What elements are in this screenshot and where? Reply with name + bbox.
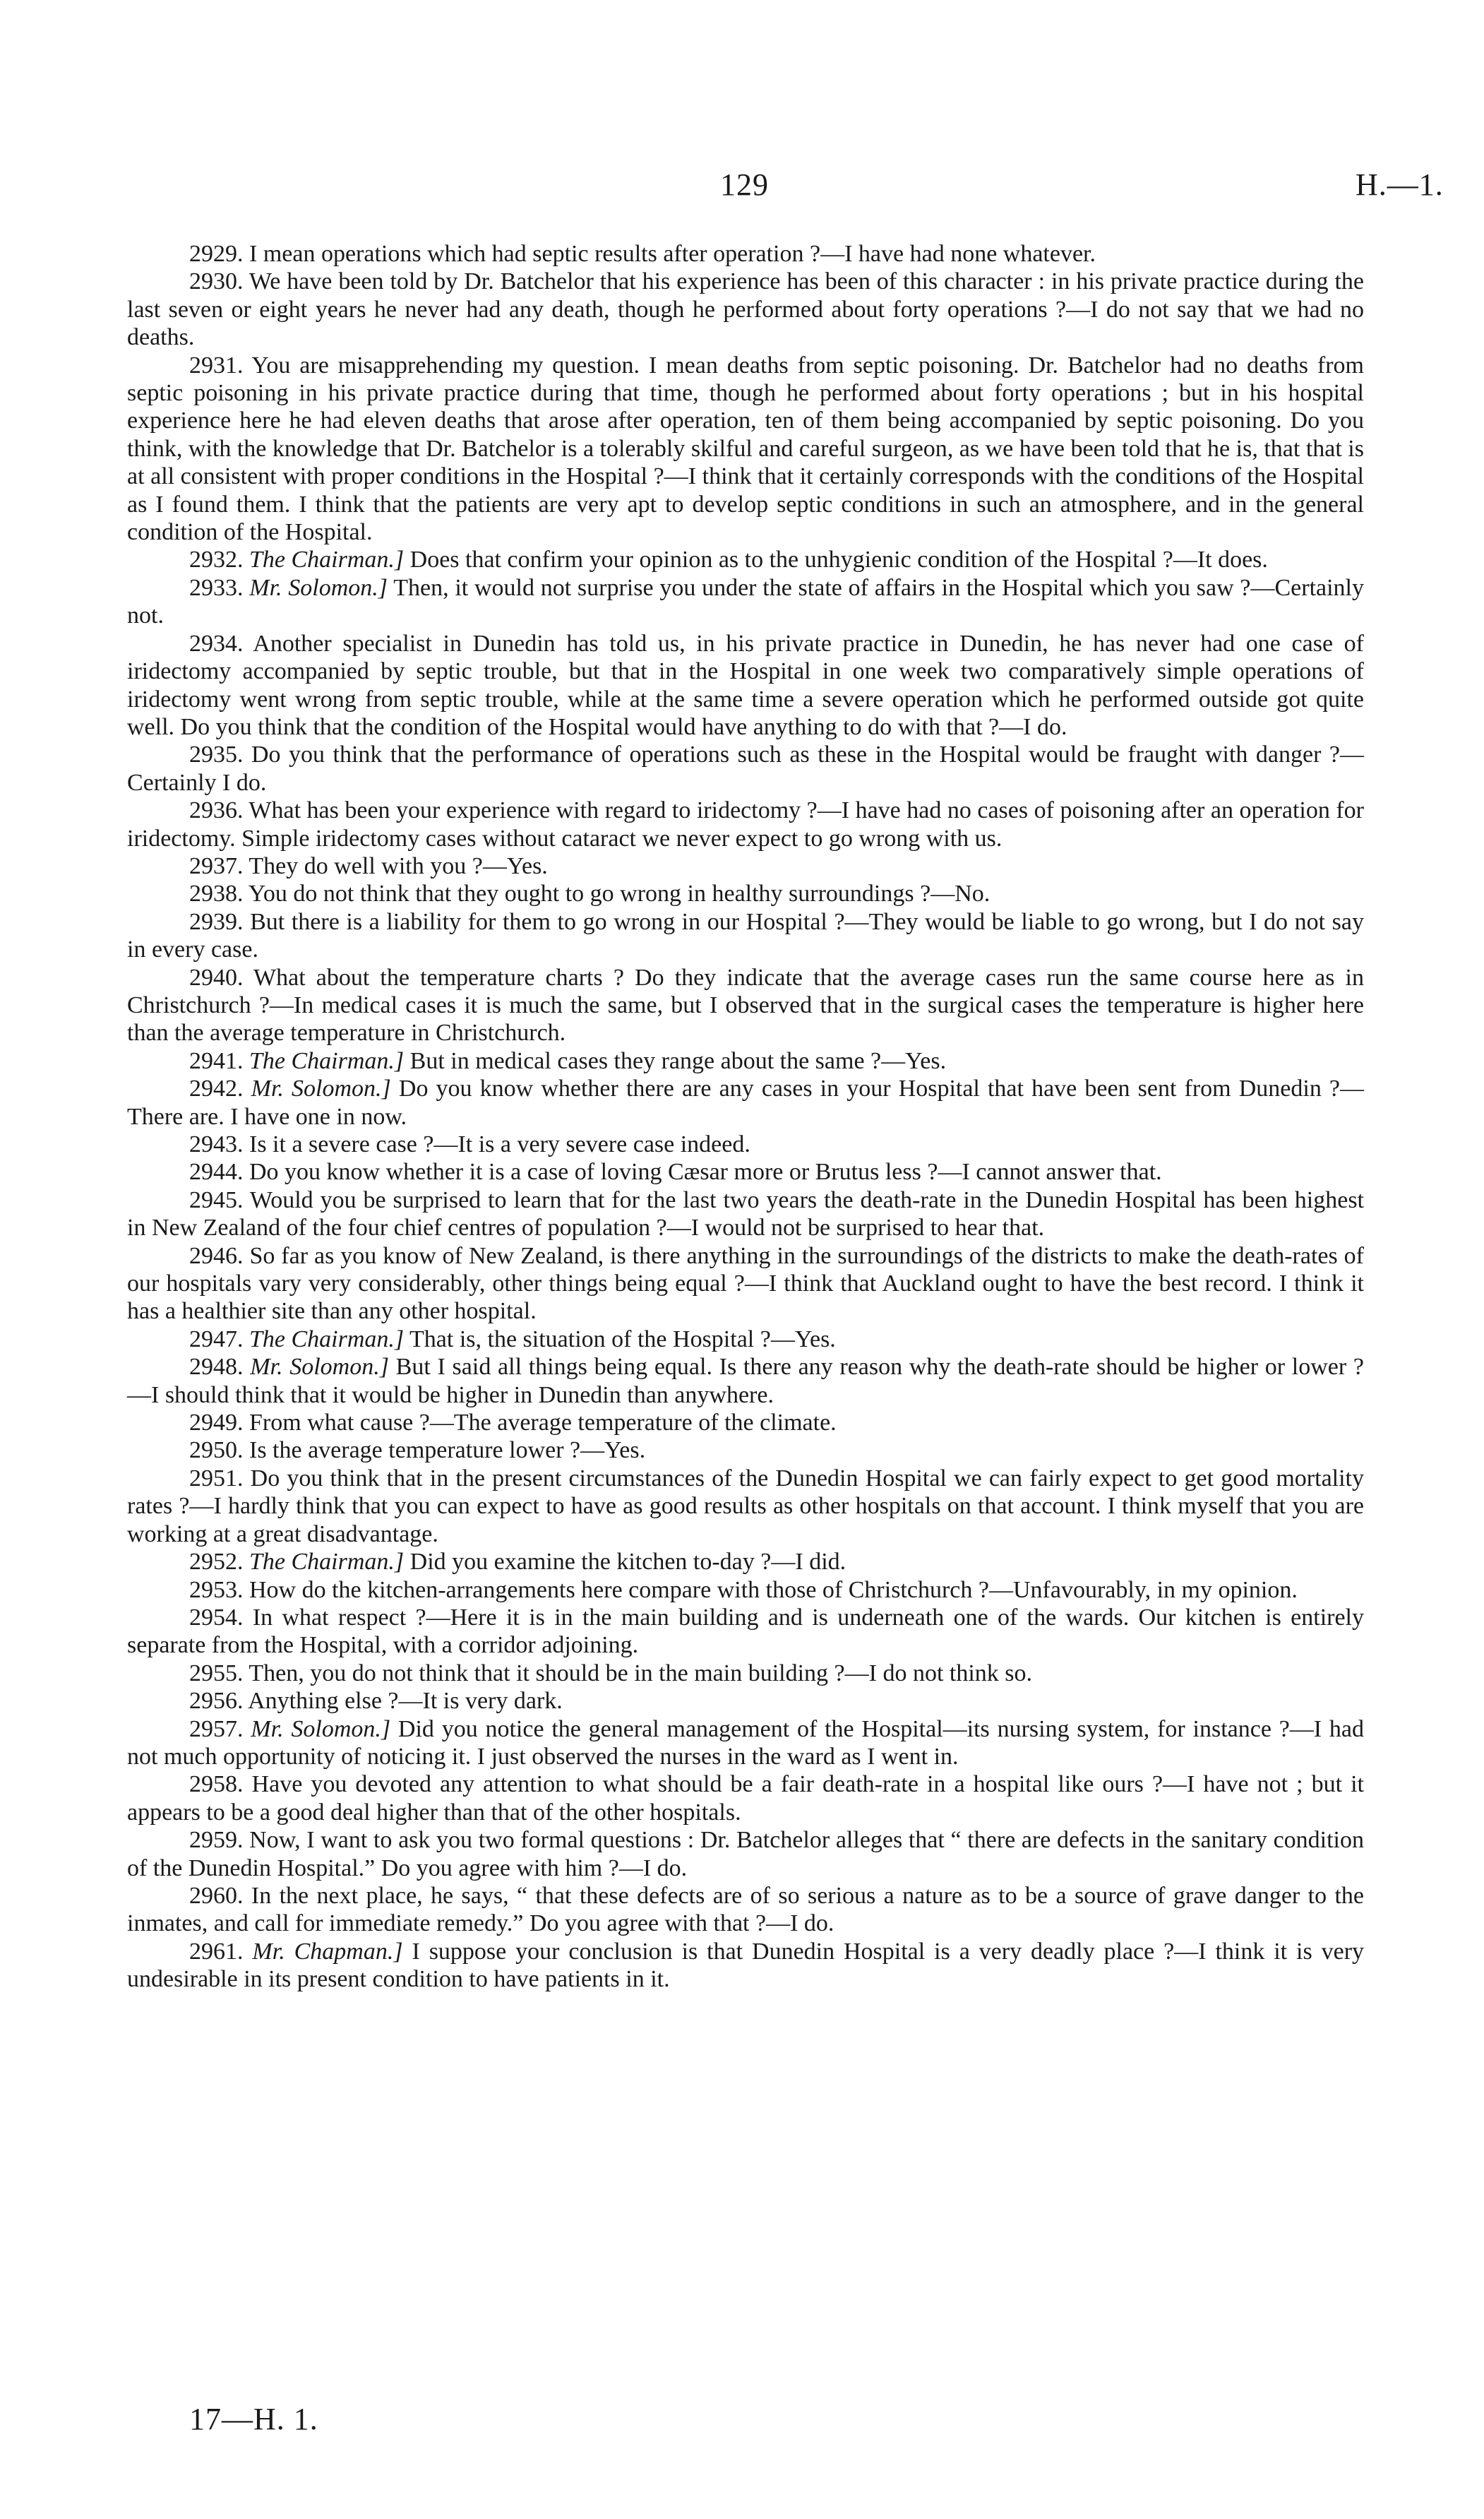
- question-number: 2952.: [189, 1549, 244, 1576]
- testimony-paragraph: [127, 1826, 1364, 1882]
- testimony-text: What about the temperature charts ? Do they indicate that the average cases run the same course here as in Christchurch ?—In medical cases it is much the same, but I observed that in the surgical cases the temperature is higher here than the average temperature in Christchurch.: [127, 964, 1364, 1047]
- question-number: 2929.: [189, 241, 244, 267]
- testimony-text: Is it a severe case ?—It is a very severe case indeed.: [249, 1131, 750, 1157]
- testimony-text: You do not think that they ought to go wrong in healthy surroundings ?—No.: [248, 881, 991, 907]
- question-number: 2949.: [189, 1410, 244, 1436]
- speaker-label: The Chairman.]: [249, 1047, 405, 1074]
- testimony-text: I suppose your conclusion is that Dunedin Hospital is a very deadly place ?—I think it is very undesirable in its present condition to have patients in it.: [127, 1938, 1365, 1993]
- speaker-label: Mr. Chapman.]: [252, 1938, 403, 1965]
- testimony-text: Have you devoted any attention to what should be a fair death-rate in a hospital like ours ?—I have not ; but it appears to be a good deal higher than that of the other hospitals.: [127, 1771, 1364, 1826]
- question-number: 2958.: [189, 1771, 244, 1798]
- testimony-paragraph: [127, 1131, 1364, 1158]
- question-number: 2946.: [189, 1242, 244, 1269]
- page-number: 129: [720, 167, 769, 202]
- question-number: 2953.: [189, 1576, 244, 1603]
- testimony-paragraph: [127, 852, 1364, 880]
- testimony-text: Did you examine the kitchen to-day ?—I did.: [409, 1549, 846, 1576]
- testimony-text: Do you know whether it is a case of loving Cæsar more or Brutus less ?—I cannot answer that.: [249, 1159, 1162, 1186]
- testimony-text: From what cause ?—The average temperature of the climate.: [249, 1410, 837, 1436]
- testimony-paragraph: [127, 1186, 1364, 1242]
- testimony-text: How do the kitchen-arrangements here compare with those of Christchurch ?—Unfavourably, in my opinion.: [249, 1576, 1298, 1603]
- question-number: 2936.: [189, 797, 244, 824]
- question-number: 2931.: [189, 352, 244, 379]
- question-number: 2939.: [189, 908, 244, 935]
- question-number: 2945.: [189, 1186, 244, 1213]
- question-number: 2948.: [189, 1354, 244, 1381]
- testimony-body: [127, 240, 1364, 1994]
- speaker-label: The Chairman.]: [249, 1549, 405, 1576]
- testimony-paragraph: [127, 1158, 1364, 1186]
- testimony-paragraph: [127, 1075, 1364, 1131]
- testimony-text: Do you think that in the present circumstances of the Dunedin Hospital we can fairly expect to get good mortality rates ?—I hardly think that you can expect to have as good results as other hospitals on that account. I think myself that you are working at a great disadvantage.: [127, 1465, 1365, 1547]
- question-number: 2941.: [189, 1047, 244, 1074]
- testimony-paragraph: [127, 1604, 1364, 1660]
- testimony-paragraph: [127, 1353, 1364, 1409]
- testimony-paragraph: [127, 352, 1364, 547]
- testimony-paragraph: [127, 880, 1364, 907]
- question-number: 2935.: [189, 742, 244, 768]
- testimony-text: Do you know whether there are any cases in your Hospital that have been sent from Dunedin ?—There are. I have one in now.: [127, 1076, 1365, 1130]
- testimony-paragraph: [127, 1465, 1364, 1548]
- testimony-text: But there is a liability for them to go wrong in our Hospital ?—They would be liable to go wrong, but I do not say in every case.: [127, 908, 1365, 963]
- question-number: 2950.: [189, 1437, 244, 1464]
- testimony-text: But I said all things being equal. Is there any reason why the death-rate should be higher or lower ?—I should think that it would be higher in Dunedin than anywhere.: [127, 1354, 1364, 1408]
- question-number: 2959.: [189, 1827, 244, 1854]
- testimony-paragraph: [127, 1882, 1364, 1938]
- testimony-paragraph: [127, 1548, 1364, 1576]
- testimony-text: Anything else ?—It is very dark.: [248, 1688, 563, 1715]
- question-number: 2947.: [189, 1326, 244, 1352]
- question-number: 2956.: [189, 1688, 244, 1715]
- testimony-text: I mean operations which had septic results after operation ?—I have had none whatever.: [249, 241, 1096, 267]
- question-number: 2943.: [189, 1131, 244, 1157]
- testimony-paragraph: [127, 1326, 1364, 1353]
- testimony-text: In what respect ?—Here it is in the main building and is underneath one of the wards. Our kitchen is entirely separate from the Hospital, with a corridor adjoining.: [127, 1604, 1364, 1659]
- page-header: [0, 167, 1484, 216]
- question-number: 2944.: [189, 1159, 244, 1186]
- question-number: 2937.: [189, 852, 244, 879]
- question-number: 2960.: [189, 1882, 244, 1909]
- question-number: 2954.: [189, 1604, 244, 1631]
- speaker-label: Mr. Solomon.]: [249, 574, 388, 601]
- speaker-label: The Chairman.]: [249, 1326, 405, 1352]
- testimony-paragraph: [127, 1436, 1364, 1464]
- testimony-paragraph: [127, 546, 1364, 573]
- printer-signature: 17—H. 1.: [189, 2402, 318, 2436]
- testimony-text: Does that confirm your opinion as to the unhygienic condition of the Hospital ?—It does.: [409, 547, 1268, 573]
- question-number: 2932.: [189, 547, 244, 573]
- testimony-paragraph: [127, 741, 1364, 797]
- testimony-paragraph: [127, 240, 1364, 268]
- testimony-paragraph: [127, 630, 1364, 742]
- question-number: 2940.: [189, 964, 244, 991]
- question-number: 2961.: [189, 1938, 244, 1965]
- testimony-text: That is, the situation of the Hospital ?—Yes.: [409, 1326, 836, 1352]
- question-number: 2955.: [189, 1660, 244, 1686]
- speaker-label: The Chairman.]: [249, 547, 405, 573]
- testimony-paragraph: [127, 1715, 1364, 1771]
- speaker-label: Mr. Solomon.]: [250, 1354, 389, 1381]
- testimony-paragraph: [127, 797, 1364, 852]
- testimony-paragraph: [127, 1660, 1364, 1687]
- testimony-text: Now, I want to ask you two formal questions : Dr. Batchelor alleges that “ there are defects in the sanitary condition of the Dunedin Hospital.” Do you agree with him ?—I do.: [127, 1827, 1365, 1881]
- testimony-text: They do well with you ?—Yes.: [249, 852, 548, 879]
- testimony-paragraph: [127, 964, 1364, 1047]
- testimony-text: You are misapprehending my question. I mean deaths from septic poisoning. Dr. Batchelor had no deaths from septic poisoning in his private practice during that time, though he performed about forty operations ; but in his hospital experience here he had eleven deaths that arose after operation, ten of them being accompanied by septic poisoning. Do you think, with the knowledge that Dr. Batchelor is a tolerably skilful and careful surgeon, as we have been told that he is, that that is at all consistent with proper conditions in the Hospital ?—I think that it certainly corresponds with the conditions of the Hospital as I found them. I think that the patients are very apt to develop septic conditions in such an atmosphere, and in the general condition of the Hospital.: [127, 352, 1364, 546]
- testimony-paragraph: [127, 268, 1364, 351]
- testimony-paragraph: [127, 574, 1364, 630]
- testimony-text: So far as you know of New Zealand, is there anything in the surroundings of the districts to make the death-rates of our hospitals vary very considerably, other things being equal ?—I think that Auckland ought to have the best record. I think it has a healthier site than any other hospital.: [127, 1242, 1365, 1325]
- testimony-text: But in medical cases they range about the same ?—Yes.: [409, 1047, 947, 1074]
- testimony-text: Would you be surprised to learn that for the last two years the death-rate in the Dunedin Hospital has been highest in New Zealand of the four chief centres of population ?—I would not be surprised to hear that.: [127, 1186, 1364, 1241]
- question-number: 2951.: [189, 1465, 244, 1491]
- question-number: 2938.: [189, 881, 244, 907]
- testimony-paragraph: [127, 1770, 1364, 1826]
- testimony-paragraph: [127, 1409, 1364, 1436]
- speaker-label: Mr. Solomon.]: [251, 1076, 391, 1102]
- testimony-paragraph: [127, 1047, 1364, 1075]
- testimony-text: In the next place, he says, “ that these defects are of so serious a nature as to be a source of grave danger to the inmates, and call for immediate remedy.” Do you agree with that ?—I do.: [127, 1882, 1364, 1937]
- question-number: 2942.: [189, 1076, 244, 1102]
- testimony-text: Then, you do not think that it should be in the main building ?—I do not think so.: [249, 1660, 1033, 1686]
- testimony-text: Then, it would not surprise you under the state of affairs in the Hospital which you saw ?—Certainly not.: [127, 574, 1364, 629]
- testimony-paragraph: [127, 1687, 1364, 1715]
- question-number: 2930.: [189, 268, 244, 295]
- testimony-text: Do you think that the performance of operations such as these in the Hospital would be fraught with danger ?—Certainly I do.: [127, 742, 1365, 796]
- testimony-text: Another specialist in Dunedin has told us, in his private practice in Dunedin, he has never had one case of iridectomy accompanied by septic trouble, but that in the Hospital in one week two comparatively simple operations of iridectomy went wrong from septic trouble, while at the same time a severe operation which he performed outside got quite well. Do you think that the condition of the Hospital would have anything to do with that ?—I do.: [127, 630, 1365, 740]
- series-code: H.—1.: [1356, 167, 1444, 202]
- testimony-text: We have been told by Dr. Batchelor that his experience has been of this character : in his private practice during the last seven or eight years he never had any death, though he performed about forty operations ?—I do not say that we had no deaths.: [127, 268, 1365, 351]
- testimony-paragraph: [127, 1242, 1364, 1326]
- speaker-label: Mr. Solomon.]: [251, 1715, 391, 1742]
- testimony-paragraph: [127, 1576, 1364, 1604]
- question-number: 2957.: [189, 1715, 244, 1742]
- testimony-text: Is the average temperature lower ?—Yes.: [249, 1437, 646, 1464]
- testimony-paragraph: [127, 1938, 1364, 1994]
- testimony-text: Did you notice the general management of the Hospital—its nursing system, for instance ?—I had not much opportunity of noticing it. I just observed the nurses in the ward as I went in.: [127, 1715, 1365, 1770]
- testimony-text: What has been your experience with regard to iridectomy ?—I have had no cases of poisoning after an operation for iridectomy. Simple iridectomy cases without cataract we never expect to go wrong with us.: [127, 797, 1364, 852]
- testimony-paragraph: [127, 908, 1364, 964]
- question-number: 2933.: [189, 574, 244, 601]
- question-number: 2934.: [189, 630, 244, 657]
